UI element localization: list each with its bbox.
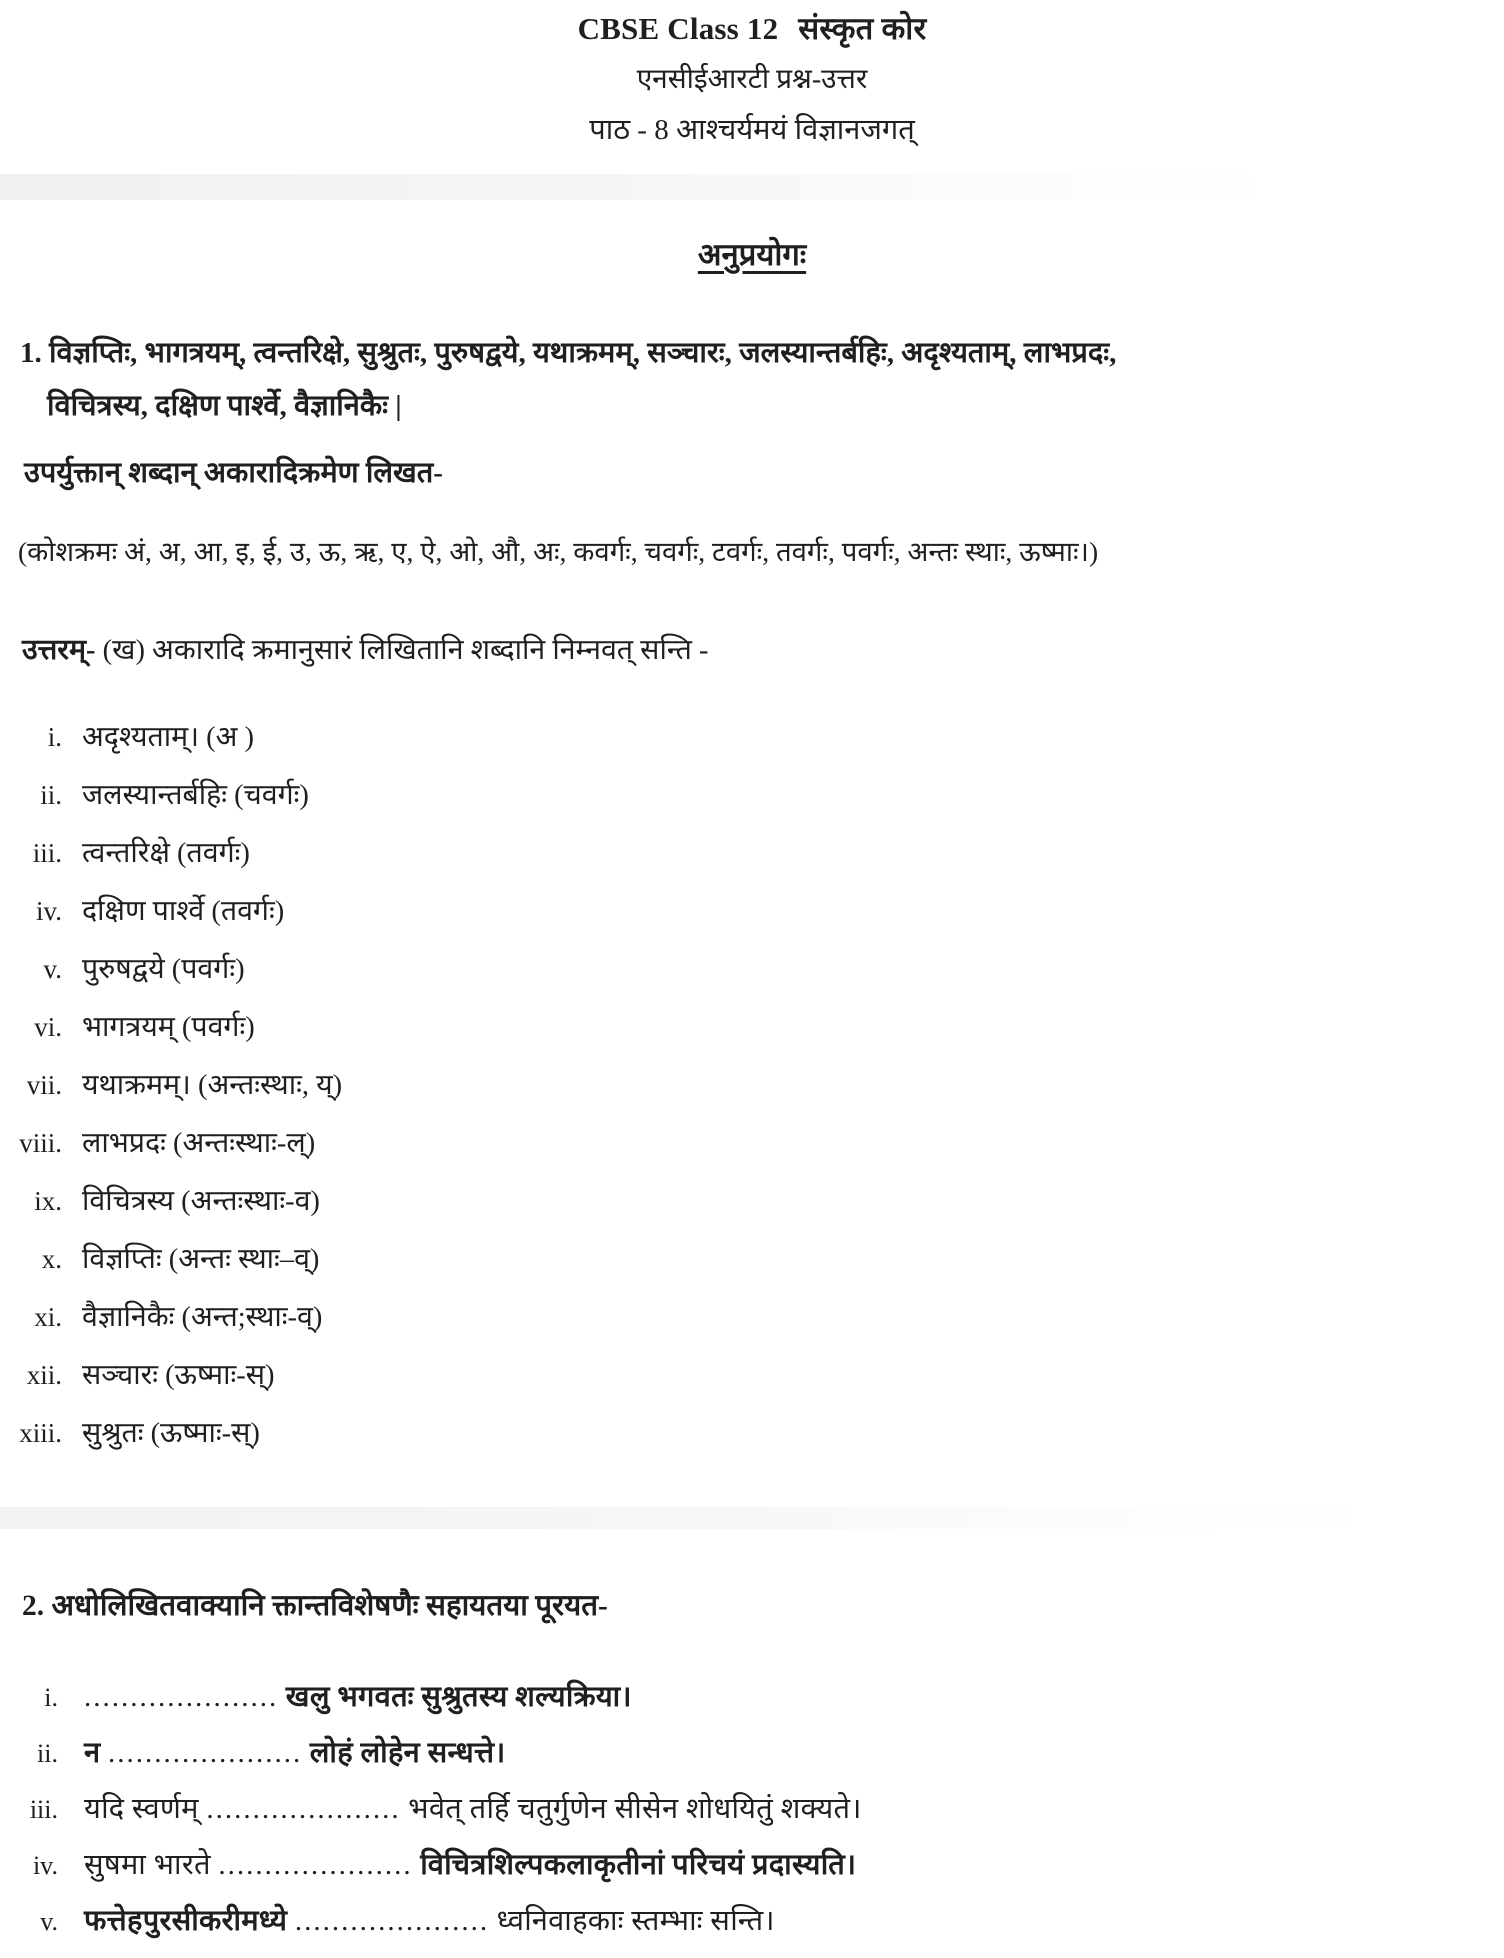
question1-instruction: उपर्युक्तान् शब्दान् अकारादिक्रमेण लिखत- [24,456,443,489]
list-item-text: विज्ञप्तिः (अन्तः स्थाः–व्) [82,1243,320,1275]
answer-label: उत्तरम्- [22,635,96,667]
blank-dots: ..................... [294,1905,490,1938]
title-latin-part: CBSE Class 12 [577,11,779,46]
sentence-segment: यदि स्वर्णम् [84,1793,207,1826]
list-item-roman-numeral: ix. [34,1185,62,1216]
answer-list-item [0,951,1504,1009]
sentence-segment: फत्तेहपुरसीकरीमध्ये [84,1905,295,1938]
list-item-roman-numeral: x. [41,1243,62,1274]
list-item-text: लाभप्रदः (अन्तःस्थाः-ल्) [82,1127,316,1159]
section-divider-top [0,174,1504,200]
answer-list-item [0,835,1504,893]
document-title [0,8,1504,50]
document-header [0,0,1504,150]
document-subtitle: एनसीईआरटी प्रश्न-उत्तर [636,63,868,95]
list-item-text: विचित्रस्य (अन्तःस्थाः-व) [82,1185,320,1217]
blank-dots: ..................... [206,1793,401,1826]
fill-blank-list-item [0,1734,1504,1790]
q1-answer-list [0,719,1504,1473]
sentence-segment: खलु भगवतः सुश्रुतस्य शल्यक्रिया। [278,1681,632,1714]
section-heading [0,234,1504,276]
list-item-text: सञ्चारः (ऊष्माः-स्) [82,1359,275,1391]
list-item-text: अदृश्यताम्। (अ ) [82,721,255,753]
section-heading-text: अनुप्रयोगः [697,236,807,272]
answer-list-item [0,1183,1504,1241]
answer-list-item [0,1299,1504,1357]
answer-list-item [0,1067,1504,1125]
q2-list [0,1678,1504,1958]
list-item-roman-numeral: vi. [34,1011,62,1042]
list-item-text: जलस्यान्तर्बहिः (चवर्गः) [82,779,309,811]
list-item-roman-numeral: xi. [34,1301,62,1332]
list-item-roman-numeral: v. [40,1907,58,1937]
fill-blank-list-item [0,1790,1504,1846]
question1-words-line2: विचित्रस्य, दक्षिण पार्श्वे, वैज्ञानिकैः | [47,389,402,422]
answer-list-item [0,1241,1504,1299]
list-item-roman-numeral: i. [47,721,62,752]
list-item-roman-numeral: xii. [26,1359,62,1390]
sentence-segment: न [84,1737,108,1770]
answer-list-item [0,719,1504,777]
sentence-segment: सुषमा भारते [84,1849,219,1882]
question2-heading: 2. अधोलिखितवाक्यानि क्तान्तविशेषणैः सहायतया पूरयत- [22,1589,608,1622]
list-item-text: त्वन्तरिक्षे (तवर्गः) [82,837,250,869]
list-item-roman-numeral: viii. [19,1127,62,1158]
list-item-roman-numeral: i. [44,1683,58,1713]
list-item-text: वैज्ञानिकैः (अन्त;स्थाः-व्) [82,1301,323,1333]
answer-list-item [0,1125,1504,1183]
answer-intro-text: (ख) अकारादि क्रमानुसारं लिखितानि शब्दानि निम्नवत् सन्ति - [102,635,709,667]
blank-dots: ..................... [107,1737,303,1770]
sentence-segment: विचित्रशिल्पकलाकृतीनां परिचयं प्रदास्यति। [412,1849,857,1882]
title-devanagari-part: संस्कृत कोर [798,11,927,46]
answer-intro-line [0,632,1504,670]
list-item-roman-numeral: ii. [40,779,62,810]
list-item-roman-numeral: iii. [29,1795,58,1825]
question1-words-line1: 1. विज्ञप्तिः, भागत्रयम्, त्वन्तरिक्षे, सुश्रुतः, पुरुषद्वये, यथाक्रमम्, सञ्चारः, जलस्यान्तर्बहिः, अदृश्यताम्, लाभप्रदः, [20,336,1117,369]
blank-dots: ..................... [84,1681,279,1714]
list-item-text: सुश्रुतः (ऊष्माः-स्) [82,1417,260,1449]
sentence-with-blank [58,1790,862,1829]
sentence-with-blank [58,1846,856,1885]
section-divider-middle [0,1507,1504,1529]
fill-blank-list-item [0,1846,1504,1902]
question1-word-list [0,334,1504,426]
list-item-text: दक्षिण पार्श्वे (तवर्गः) [82,895,285,927]
fill-blank-list-item [0,1902,1504,1958]
answer-list-item [0,777,1504,835]
list-item-text: यथाक्रमम्। (अन्तःस्थाः, य्) [82,1069,343,1101]
list-item-roman-numeral: ii. [37,1739,58,1769]
list-item-roman-numeral: xiii. [19,1417,62,1448]
list-item-text: पुरुषद्वये (पवर्गः) [82,953,245,985]
kosha-order-line: (कोशक्रमः अं, अ, आ, इ, ई, उ, ऊ, ऋ, ए, ऐ, ओ, औ, अः, कवर्गः, चवर्गः, टवर्गः, तवर्गः, पवर्गः, अन्तः स्थाः, ऊष्माः।) [18,536,1099,568]
list-item-roman-numeral: iii. [32,837,62,868]
answer-list-item [0,1009,1504,1067]
list-item-roman-numeral: iv. [36,895,62,926]
sentence-segment: भवेत् तर्हि चतुर्गुणेन सीसेन शोधयितुं शक्यते। [400,1793,862,1826]
list-item-roman-numeral: iv. [32,1851,58,1881]
blank-dots: ..................... [218,1849,413,1882]
list-item-text: भागत्रयम् (पवर्गः) [82,1011,255,1043]
sentence-with-blank [58,1734,506,1773]
answer-list-item [0,1357,1504,1415]
list-item-roman-numeral: v. [43,953,62,984]
sentence-segment: लोहं लोहेन सन्धत्ते। [302,1737,506,1770]
answer-list-item [0,893,1504,951]
sentence-segment: ध्वनिवाहकाः स्तम्भाः सन्ति। [489,1905,775,1938]
list-item-roman-numeral: vii. [26,1069,62,1100]
fill-blank-list-item [0,1678,1504,1734]
chapter-title: पाठ - 8 आश्चर्यमयं विज्ञानजगत् [589,113,915,146]
sentence-with-blank [58,1902,775,1941]
answer-list-item [0,1415,1504,1473]
sentence-with-blank [58,1678,632,1717]
